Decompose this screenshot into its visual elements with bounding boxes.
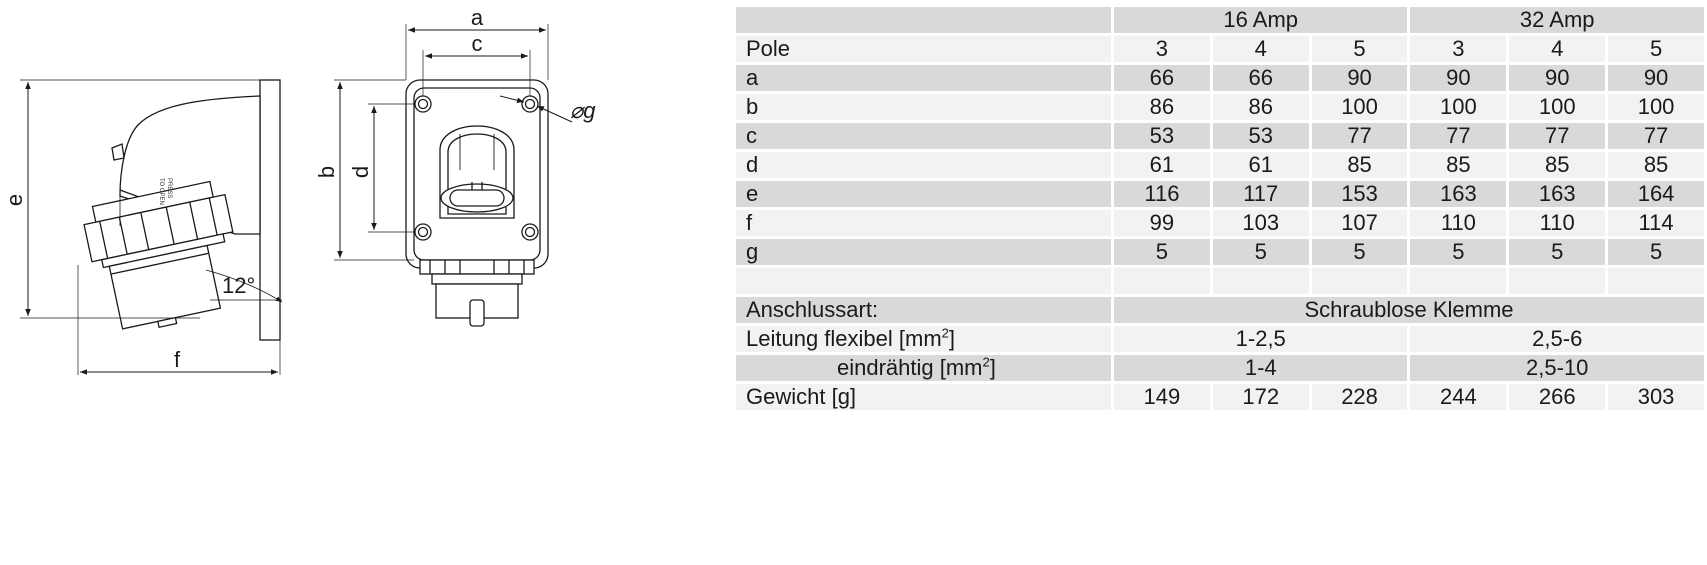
spec-table <box>733 4 1707 413</box>
table-row: d 61 61 85 85 85 85 <box>736 152 1704 178</box>
dim-label-a: a <box>470 5 484 30</box>
front-view <box>406 80 548 326</box>
table-row: g 5 5 5 5 5 5 <box>736 239 1704 265</box>
row-label: f <box>736 210 1111 236</box>
table-row: e 116 117 153 163 163 164 <box>736 181 1704 207</box>
row-label: Pole <box>736 36 1111 62</box>
side-view <box>81 80 280 340</box>
housing-text-press: PRESS <box>166 178 172 199</box>
connection-value: Schraublose Klemme <box>1114 297 1704 323</box>
table-row-pole: Pole 3 4 5 3 4 5 <box>736 36 1704 62</box>
technical-drawing <box>0 0 640 400</box>
row-label: eindrähtig $[mm^2]$ <box>736 355 1111 381</box>
row-label: c <box>736 123 1111 149</box>
housing-text-to-open: TO OPEN <box>158 178 164 205</box>
table-row: a 66 66 90 90 90 90 <box>736 65 1704 91</box>
table-spacer-row <box>736 268 1704 294</box>
table-row: c 53 53 77 77 77 77 <box>736 123 1704 149</box>
table-header-row <box>736 7 1704 33</box>
row-label: g <box>736 239 1111 265</box>
dim-label-d: d <box>348 165 373 179</box>
table-row-connection <box>736 297 1704 323</box>
dim-label-f: f <box>173 347 181 372</box>
dim-label-g: ⌀g <box>570 98 596 123</box>
row-label: e <box>736 181 1111 207</box>
dim-label-angle: 12° <box>222 273 256 298</box>
row-label: b <box>736 94 1111 120</box>
row-label: Gewicht [g] <box>736 384 1111 410</box>
dim-label-b: b <box>314 165 339 179</box>
row-label: d <box>736 152 1111 178</box>
row-label: Anschlussart: <box>736 297 1111 323</box>
dim-label-c: c <box>471 31 483 56</box>
group-16-amp: 16 Amp <box>1114 7 1407 33</box>
row-label: Leitung flexibel $[mm^2]$ <box>736 326 1111 352</box>
dim-label-e: e <box>2 193 27 207</box>
row-label: a <box>736 65 1111 91</box>
group-32-amp: 32 Amp <box>1410 7 1704 33</box>
table-row: b 86 86 100 100 100 100 <box>736 94 1704 120</box>
table-row-flexible: Leitung flexibel $[mm^2]$ 1-2,5 2,5-6 <box>736 326 1704 352</box>
table-row-solid: eindrähtig $[mm^2]$ 1-4 2,5-10 <box>736 355 1704 381</box>
table-row-weight: Gewicht [g] 149 172 228 244 266 303 <box>736 384 1704 410</box>
table-row: f 99 103 107 110 110 114 <box>736 210 1704 236</box>
